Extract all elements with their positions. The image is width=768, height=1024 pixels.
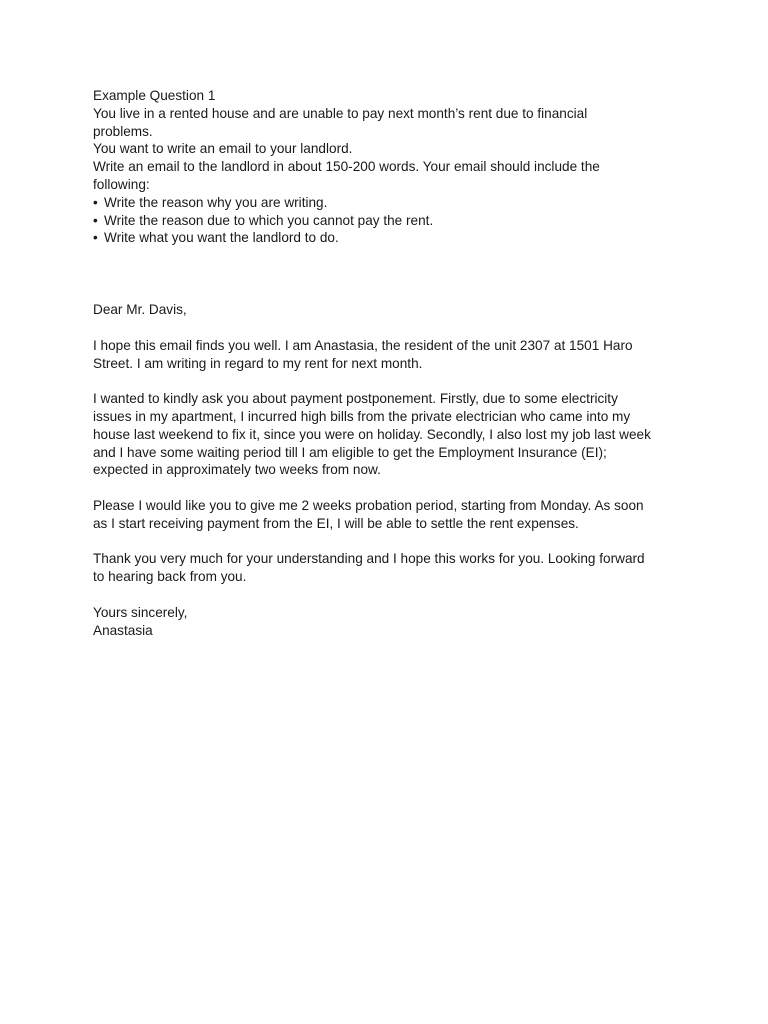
question-line: You live in a rented house and are unable to pay next month’s rent due to financial — [93, 105, 588, 121]
paragraph-line: as I start receiving payment from the EI, I will be able to settle the rent expenses. — [93, 515, 579, 531]
email-paragraph-3 — [93, 497, 683, 533]
paragraph-line: and I have some waiting period till I am eligible to get the Employment Insurance (EI); — [93, 444, 607, 460]
paragraph-line: Thank you very much for your understanding and I hope this works for you. Looking forward — [93, 551, 645, 567]
question-line: You want to write an email to your landlord. — [93, 141, 353, 157]
paragraph-gap — [93, 319, 683, 337]
question-line: following: — [93, 176, 150, 192]
paragraph-line: issues in my apartment, I incurred high bills from the private electrician who came into my — [93, 408, 631, 424]
email-section — [93, 301, 683, 639]
question-bullet — [93, 229, 683, 247]
paragraph-gap — [93, 533, 683, 551]
email-paragraph-4 — [93, 550, 683, 586]
question-line: problems. — [93, 123, 153, 139]
paragraph-line: to hearing back from you. — [93, 569, 247, 585]
paragraph-line: Please I would like you to give me 2 weeks probation period, starting from Monday. As soon — [93, 497, 644, 513]
paragraph-line: I hope this email finds you well. I am Anastasia, the resident of the unit 2307 at 1501 Haro — [93, 337, 633, 353]
email-closing: Yours sincerely, — [93, 604, 188, 620]
question-line: Write an email to the landlord in about 150-200 words. Your email should include the — [93, 159, 600, 175]
question-title: Example Question 1 — [93, 88, 216, 103]
email-signature: Anastasia — [93, 622, 153, 638]
paragraph-line: house last weekend to fix it, since you were on holiday. Secondly, I also lost my job last week — [93, 426, 651, 442]
email-paragraph-1 — [93, 337, 683, 373]
email-paragraph-2 — [93, 390, 683, 479]
paragraph-line: I wanted to kindly ask you about payment postponement. Firstly, due to some electricity — [93, 391, 618, 407]
question-bullet — [93, 212, 683, 230]
question-bullet — [93, 194, 683, 212]
question-bullet-text: Write the reason why you are writing. — [104, 194, 328, 210]
question-bullet-text: Write the reason due to which you cannot pay the rent. — [104, 212, 434, 228]
question-bullet-text: Write what you want the landlord to do. — [104, 230, 339, 246]
document-page — [93, 87, 683, 639]
paragraph-line: expected in approximately two weeks from now. — [93, 462, 381, 478]
paragraph-gap — [93, 586, 683, 604]
paragraph-gap — [93, 372, 683, 390]
paragraph-line: Street. I am writing in regard to my rent for next month. — [93, 355, 423, 371]
section-divider-space — [93, 247, 683, 301]
email-greeting: Dear Mr. Davis, — [93, 302, 187, 318]
question-section — [93, 87, 683, 247]
paragraph-gap — [93, 479, 683, 497]
